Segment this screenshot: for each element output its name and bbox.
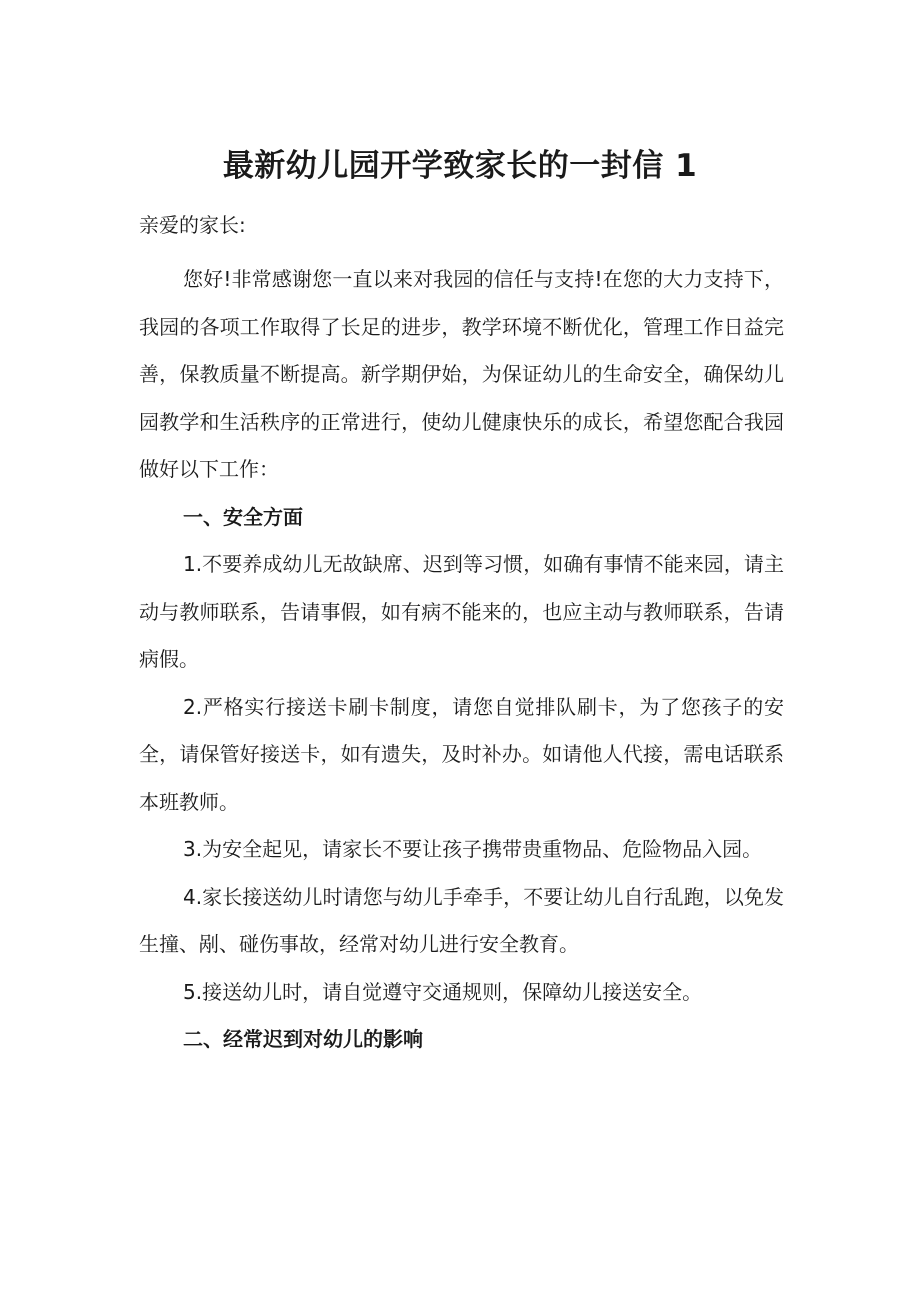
list-item: 4.家长接送幼儿时请您与幼儿手牵手，不要让幼儿自行乱跑，以免发生撞、剐、碰伤事故，经常对幼儿进行安全教育。 xyxy=(139,884,784,956)
section-heading-lateness: 二、经常迟到对幼儿的影响 xyxy=(183,1027,423,1051)
list-item: 2.严格实行接送卡刷卡制度，请您自觉排队刷卡，为了您孩子的安全，请保管好接送卡，如有遗失，及时补办。如请他人代接，需电话联系本班教师。 xyxy=(139,694,784,814)
salutation: 亲爱的家长: xyxy=(139,213,246,237)
list-item: 1.不要养成幼儿无故缺席、迟到等习惯，如确有事情不能来园，请主动与教师联系，告请事假，如有病不能来的，也应主动与教师联系，告请病假。 xyxy=(139,552,784,671)
list-item: 5.接送幼儿时，请自觉遵守交通规则，保障幼儿接送安全。 xyxy=(183,979,703,1004)
intro-paragraph: 您好!非常感谢您一直以来对我园的信任与支持!在您的大力支持下，我园的各项工作取得了长足的进步，教学环境不断优化，管理工作日益完善，保教质量不断提高。新学期伊始，为保证幼儿的生命安全，确保幼儿园教学和生活秩序的正常进行，使幼儿健康快乐的成长，希望您配合我园做好以下工作： xyxy=(139,267,784,481)
section-heading-safety: 一、安全方面 xyxy=(183,504,303,529)
document-title: 最新幼儿园开学致家长的一封信 1 xyxy=(222,148,698,184)
list-item: 3.为安全起见，请家长不要让孩子携带贵重物品、危险物品入园。 xyxy=(183,837,763,861)
letter-body xyxy=(139,256,784,1064)
